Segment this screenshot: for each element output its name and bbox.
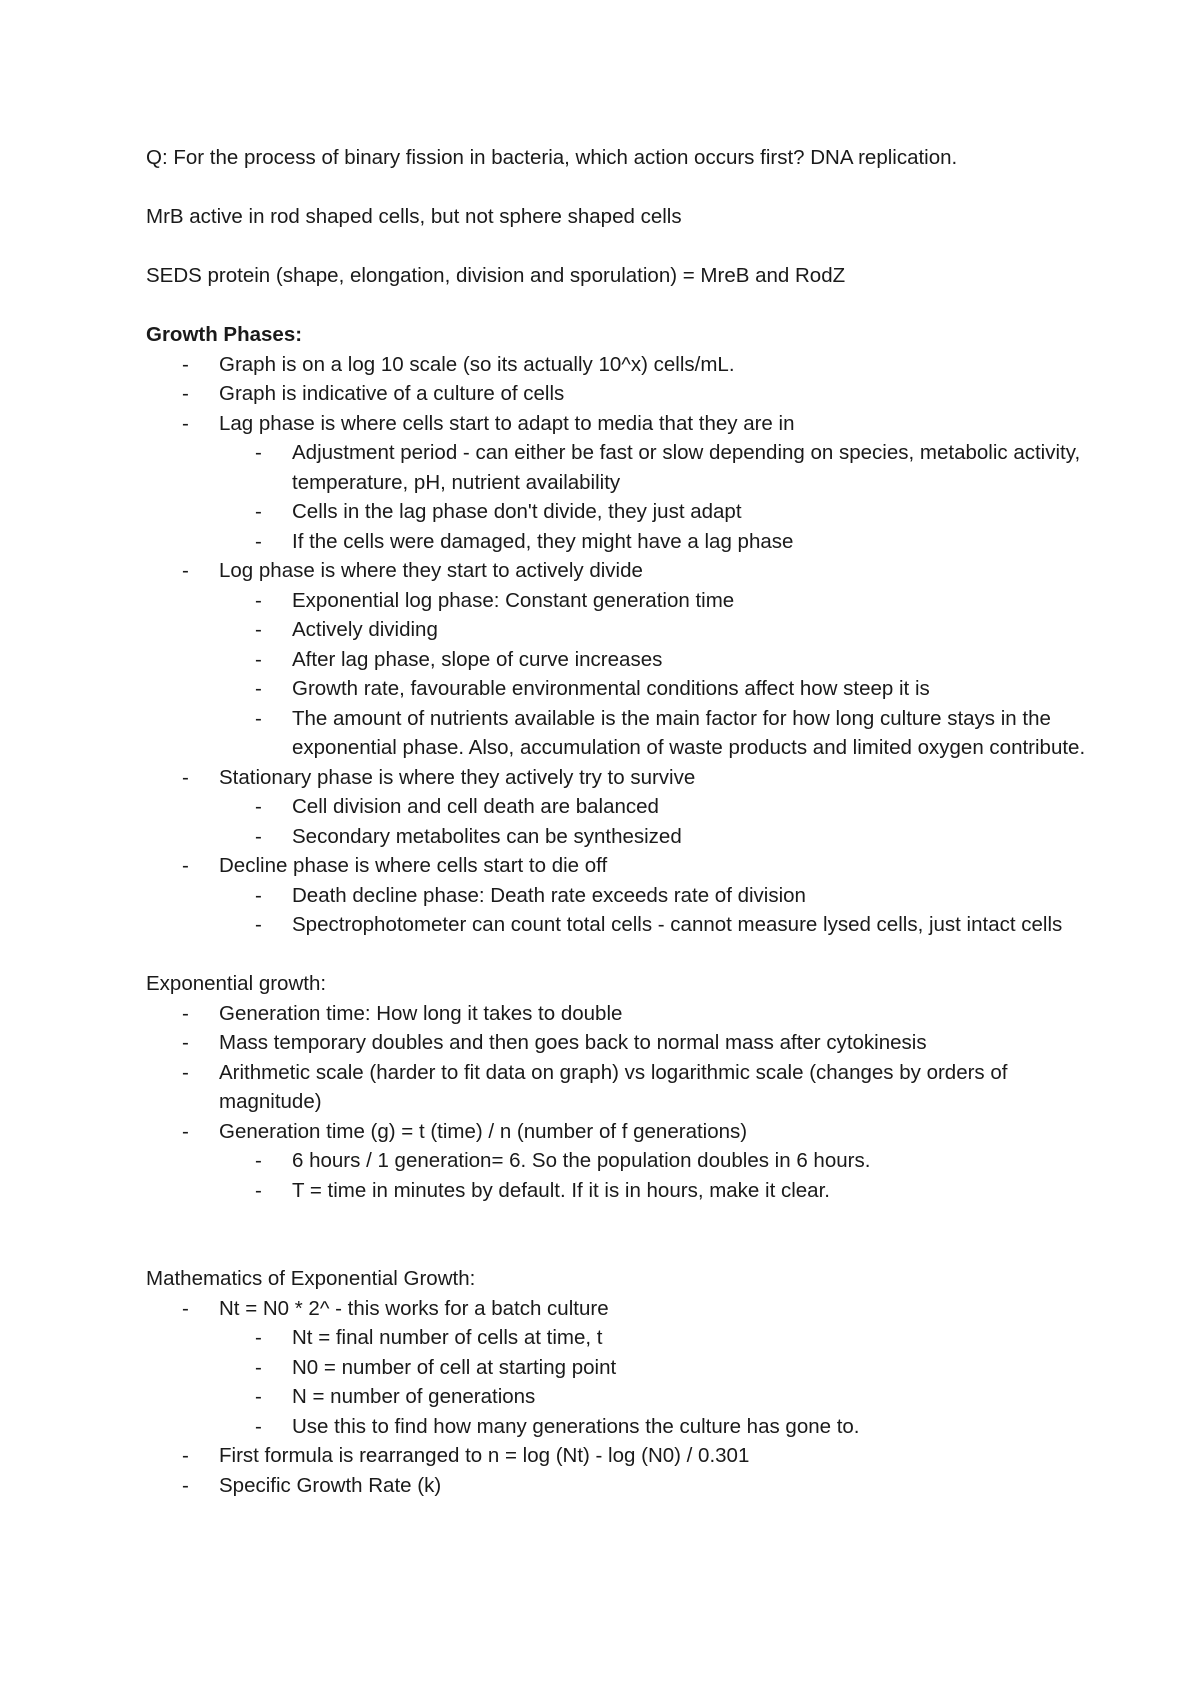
list-item-text: Arithmetic scale (harder to fit data on graph) vs logarithmic scale (changes by orders of magnitude)	[219, 1060, 1008, 1113]
sublist-item	[219, 1146, 1086, 1176]
sublist-item-text: Exponential log phase: Constant generation time	[292, 588, 735, 612]
question-line: Q: For the process of binary fission in bacteria, which action occurs first? DNA replication.	[146, 146, 958, 169]
sublist-item	[219, 674, 1086, 704]
bullet-dash: -	[182, 765, 189, 789]
sublist-item	[219, 1176, 1086, 1206]
sublist-item	[219, 497, 1086, 527]
list-item	[146, 763, 1086, 852]
list-item-text: Decline phase is where cells start to die off	[219, 854, 608, 877]
sublist-item-text: Nt = final number of cells at time, t	[292, 1326, 603, 1349]
list-item-text: Generation time (g) = t (time) / n (number of f generations)	[219, 1119, 748, 1143]
list-item	[146, 1058, 1086, 1117]
sublist-item-text: T = time in minutes by default. If it is in hours, make it clear.	[292, 1178, 830, 1202]
sublist-item	[219, 822, 1086, 852]
bullet-dash: -	[255, 677, 262, 700]
sublist	[219, 1146, 1086, 1205]
sublist-item	[219, 1353, 1086, 1383]
sublist-item-text: N = number of generations	[292, 1385, 536, 1408]
bullet-dash: -	[255, 1385, 262, 1408]
sublist-item	[219, 1382, 1086, 1412]
mathematics-list	[146, 1294, 1086, 1501]
list-item	[146, 1294, 1086, 1442]
bullet-dash: -	[182, 854, 189, 877]
sublist	[219, 881, 1086, 940]
sublist	[219, 792, 1086, 851]
bullet-dash: -	[182, 382, 189, 405]
list-item-text: Generation time: How long it takes to double	[219, 1001, 623, 1025]
sublist-item-text: Cells in the lag phase don't divide, they just adapt	[292, 500, 742, 523]
bullet-dash: -	[182, 1119, 189, 1143]
sublist-item	[219, 615, 1086, 645]
bullet-dash: -	[255, 1326, 262, 1349]
list-item-text: Graph is on a log 10 scale (so its actually 10^x) cells/mL.	[219, 352, 735, 376]
list-item	[146, 999, 1086, 1029]
bullet-dash: -	[255, 441, 262, 464]
sublist	[219, 586, 1086, 763]
sublist-item	[219, 910, 1086, 940]
bullet-dash: -	[255, 706, 262, 730]
list-item-text: Specific Growth Rate (k)	[219, 1473, 442, 1497]
sublist-item	[219, 1412, 1086, 1442]
exponential-growth-list	[146, 999, 1086, 1206]
list-item-text: Stationary phase is where they actively try to survive	[219, 765, 696, 789]
bullet-dash: -	[182, 411, 189, 435]
list-item-text: Lag phase is where cells start to adapt to media that they are in	[219, 411, 795, 435]
bullet-dash: -	[255, 500, 262, 523]
bullet-dash: -	[182, 559, 189, 582]
sublist-item-text: Secondary metabolites can be synthesized	[292, 824, 682, 848]
sublist-item-text: Actively dividing	[292, 618, 438, 641]
sublist-item-text: The amount of nutrients available is the main factor for how long culture stays in the exponential phase. Also, accumulation of waste products and limited oxygen contribute.	[292, 706, 1086, 759]
mrb-line: MrB active in rod shaped cells, but not sphere shaped cells	[146, 205, 682, 228]
bullet-dash: -	[255, 913, 262, 936]
list-item-text: First formula is rearranged to n = log (Nt) - log (N0) / 0.301	[219, 1444, 750, 1467]
sublist	[219, 438, 1086, 556]
bullet-dash: -	[182, 1473, 189, 1497]
list-item	[146, 1441, 1086, 1471]
list-item	[146, 350, 1086, 380]
bullet-dash: -	[255, 795, 262, 818]
sublist-item-text: After lag phase, slope of curve increases	[292, 647, 663, 671]
bullet-dash: -	[255, 588, 262, 612]
bullet-dash: -	[255, 647, 262, 671]
bullet-dash: -	[255, 1355, 262, 1379]
list-item-text: Mass temporary doubles and then goes back to normal mass after cytokinesis	[219, 1031, 927, 1054]
list-item	[146, 556, 1086, 763]
bullet-dash: -	[182, 352, 189, 376]
sublist-item	[219, 438, 1086, 497]
sublist-item-text: Death decline phase: Death rate exceeds rate of division	[292, 883, 806, 907]
sublist	[219, 1323, 1086, 1441]
sublist-item-text: Use this to find how many generations the culture has gone to.	[292, 1414, 860, 1438]
sublist-item	[219, 1323, 1086, 1353]
list-item-text: Graph is indicative of a culture of cells	[219, 382, 565, 405]
seds-line: SEDS protein (shape, elongation, division and sporulation) = MreB and RodZ	[146, 264, 846, 287]
list-item	[146, 851, 1086, 940]
bullet-dash: -	[182, 1031, 189, 1054]
sublist-item-text: Growth rate, favourable environmental conditions affect how steep it is	[292, 677, 930, 700]
bullet-dash: -	[255, 824, 262, 848]
sublist-item	[219, 645, 1086, 675]
list-item	[146, 1117, 1086, 1206]
bullet-dash: -	[182, 1060, 189, 1084]
bullet-dash: -	[182, 1444, 189, 1467]
sublist-item	[219, 527, 1086, 557]
growth-phases-list	[146, 350, 1086, 940]
list-item	[146, 409, 1086, 557]
bullet-dash: -	[255, 618, 262, 641]
sublist-item	[219, 792, 1086, 822]
sublist-item-text: Adjustment period - can either be fast or slow depending on species, metabolic activity, temperature, pH, nutrient availability	[292, 441, 1081, 494]
bullet-dash: -	[182, 1001, 189, 1025]
exponential-growth-heading: Exponential growth:	[146, 972, 327, 995]
sublist-item-text: Cell division and cell death are balanced	[292, 795, 659, 818]
bullet-dash: -	[255, 883, 262, 907]
list-item-text: Nt = N0 * 2^ - this works for a batch culture	[219, 1296, 609, 1320]
document-content	[146, 143, 1086, 1500]
sublist-item	[219, 704, 1086, 763]
sublist-item	[219, 881, 1086, 911]
list-item	[146, 379, 1086, 409]
sublist-item-text: N0 = number of cell at starting point	[292, 1355, 617, 1379]
sublist-item-text: 6 hours / 1 generation= 6. So the population doubles in 6 hours.	[292, 1149, 871, 1172]
bullet-dash: -	[255, 1178, 262, 1202]
sublist-item-text: Spectrophotometer can count total cells - cannot measure lysed cells, just intact cells	[292, 913, 1063, 936]
mathematics-heading: Mathematics of Exponential Growth:	[146, 1267, 476, 1290]
bullet-dash: -	[255, 1414, 262, 1438]
growth-phases-heading: Growth Phases:	[146, 323, 303, 346]
sublist-item-text: If the cells were damaged, they might have a lag phase	[292, 529, 794, 553]
sublist-item	[219, 586, 1086, 616]
bullet-dash: -	[255, 529, 262, 553]
list-item	[146, 1028, 1086, 1058]
list-item	[146, 1471, 1086, 1501]
list-item-text: Log phase is where they start to actively divide	[219, 559, 643, 582]
bullet-dash: -	[182, 1296, 189, 1320]
bullet-dash: -	[255, 1149, 262, 1172]
